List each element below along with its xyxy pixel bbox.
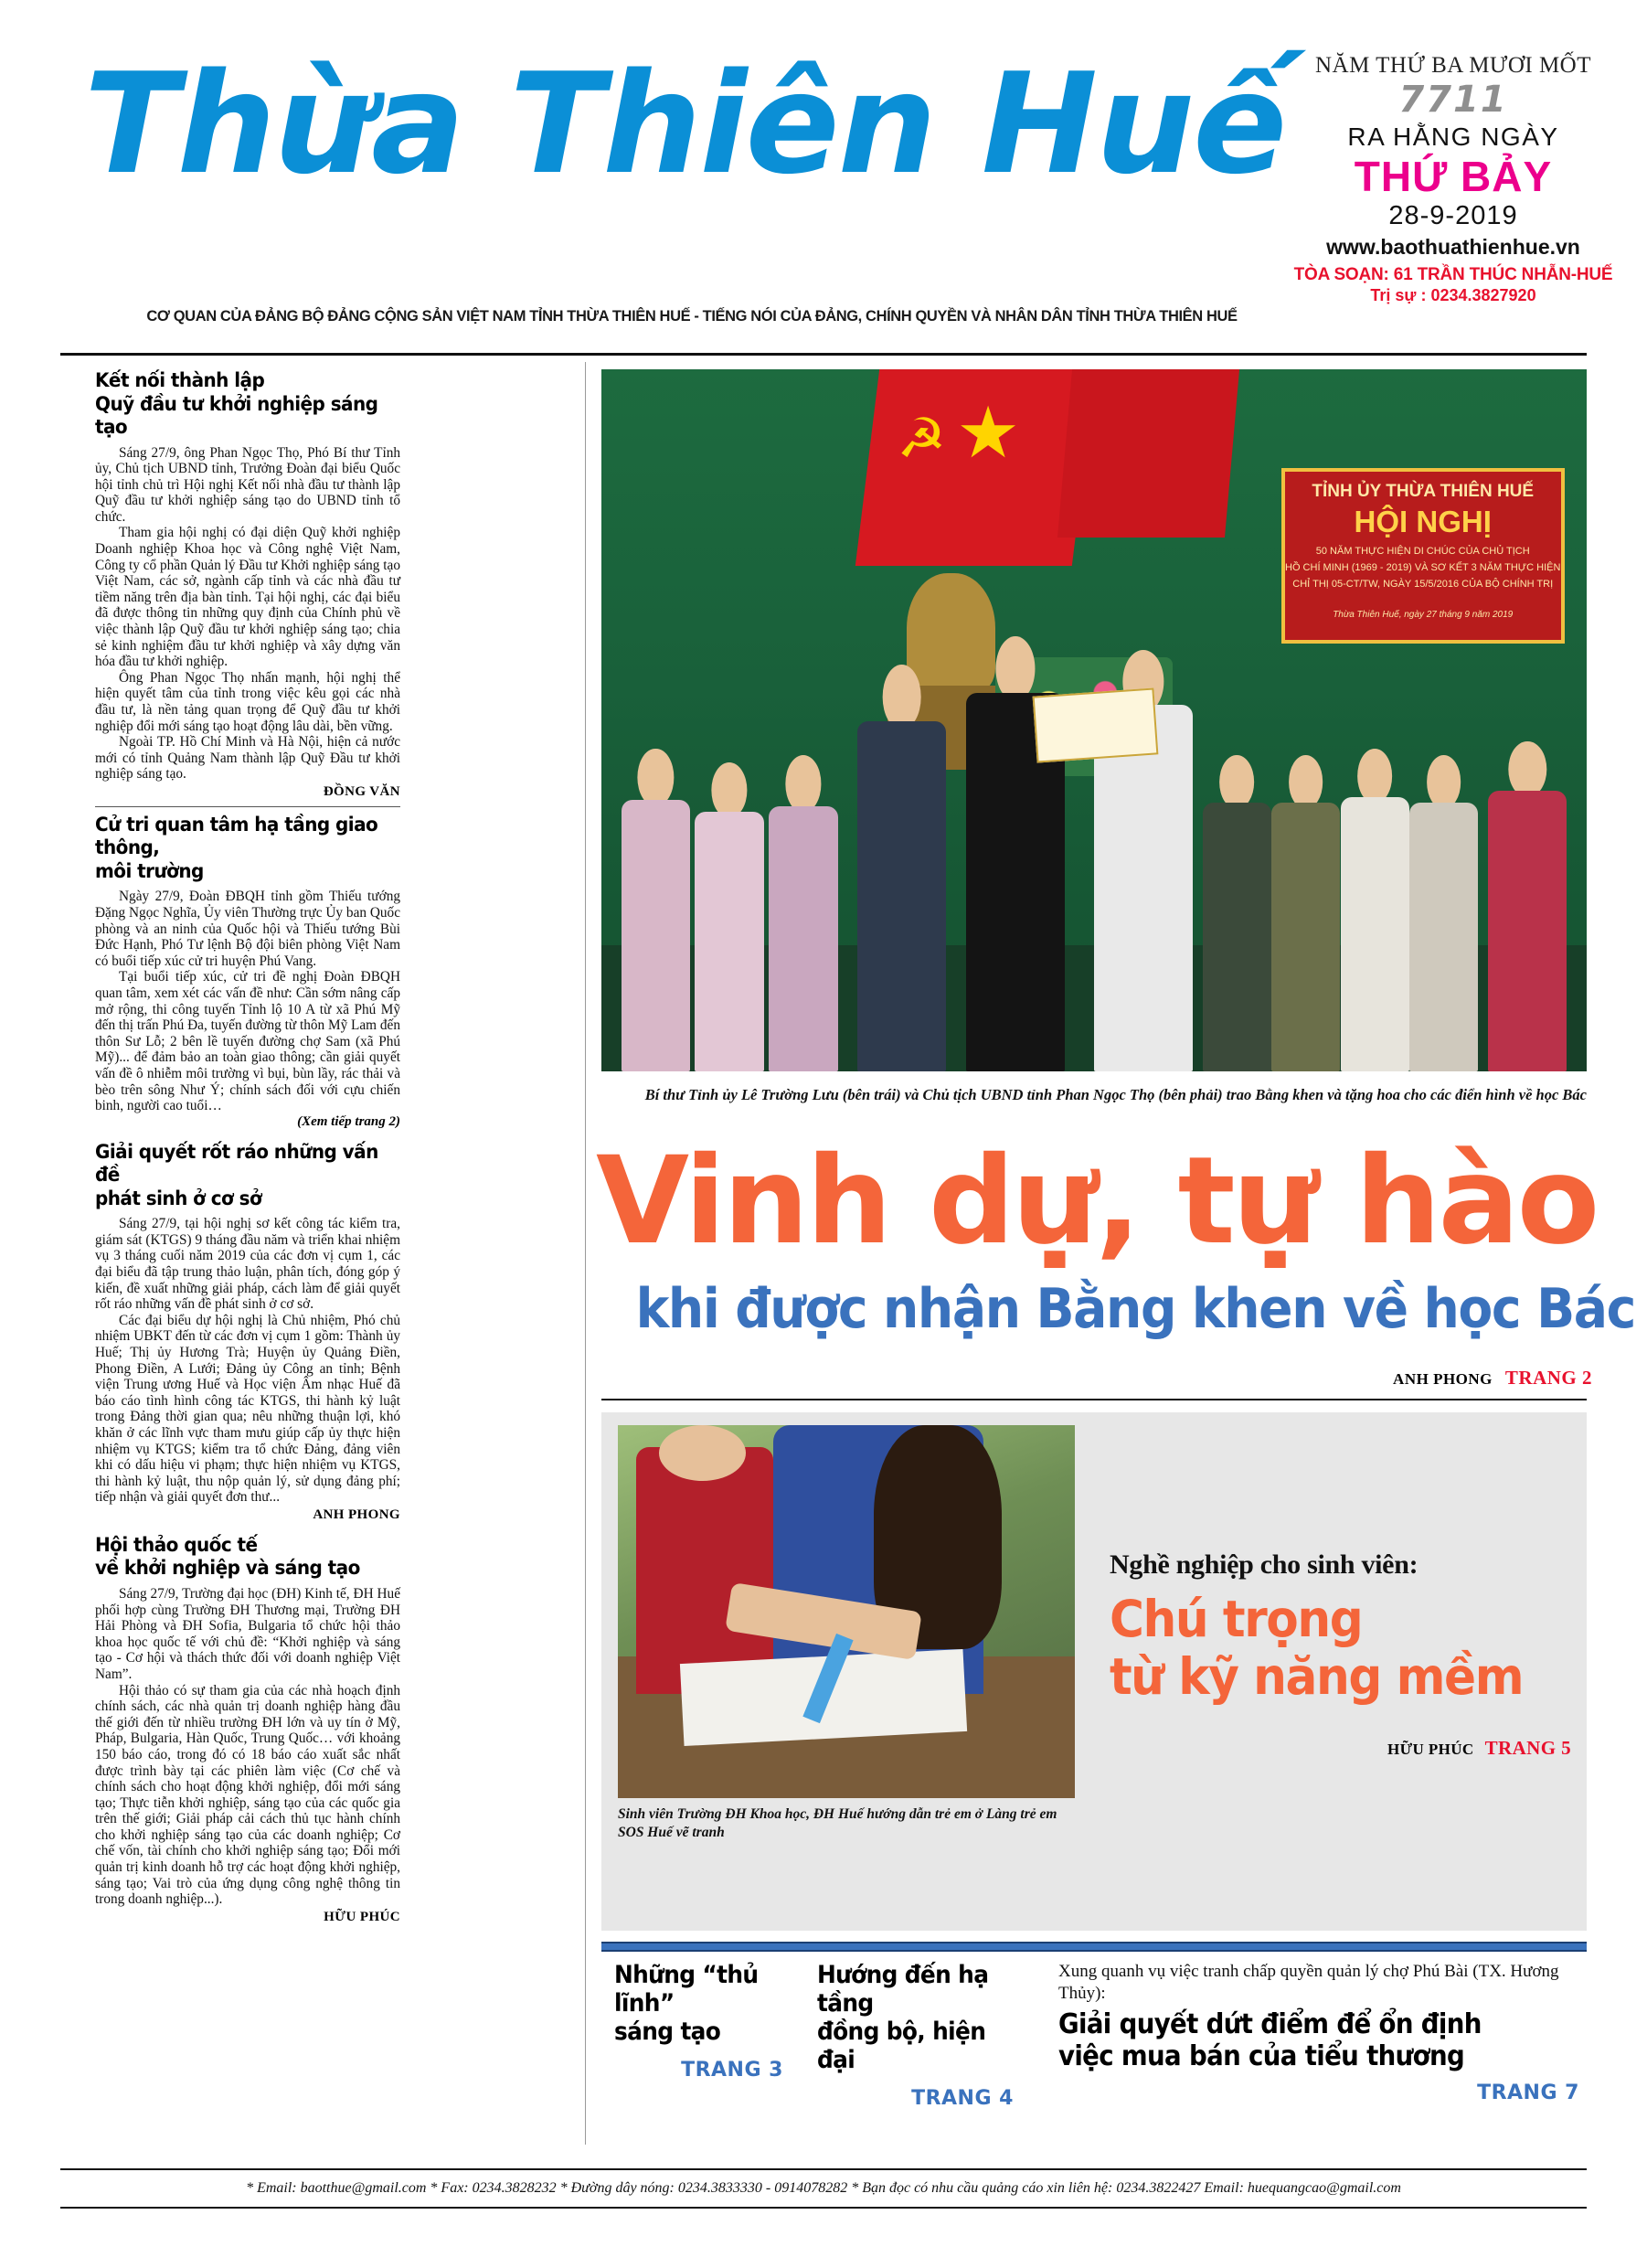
newspaper-title: Thừa Thiên Huế bbox=[84, 43, 1286, 205]
lead-page-ref[interactable]: TRANG 2 bbox=[1504, 1367, 1592, 1389]
article-4-byline: HỮU PHÚC bbox=[324, 1909, 400, 1924]
publication-year-line: NĂM THỨ BA MƯƠI MỐT bbox=[1314, 53, 1592, 78]
article-1-paragraph: Tham gia hội nghị có đại diện Quỹ khởi nghiệp Doanh nghiệp Khoa học và Công nghệ Việt Nam, Công ty cổ phần Quản lý Đầu tư Khởi nghiệp sáng tạo Việt Nam, các sở, ngành cấp tỉnh và các nhà đầu tư tiềm năng trên địa bàn tỉnh. Tại hội nghị, các đại biểu đã được thông tin những quy định của Chính phủ về việc thành lập Quỹ đầu tư khởi nghiệp sáng tạo; chia sẻ kinh nghiệm đầu tư khởi nghiệp và xây dựng văn hóa đầu tư khởi nghiệp. bbox=[95, 525, 400, 670]
headline-line: Cử tri quan tâm hạ tầng giao thông, bbox=[95, 813, 378, 860]
person-figure bbox=[695, 762, 763, 1071]
banner-line-1: TỈNH ỦY THỪA THIÊN HUẾ bbox=[1312, 481, 1535, 501]
issue-date: 28-9-2019 bbox=[1388, 201, 1518, 230]
banner-line-3: 50 NĂM THỰC HIỆN DI CHÚC CỦA CHỦ TỊCH bbox=[1315, 545, 1530, 557]
headline-line: phát sinh ở cơ sở bbox=[95, 1187, 262, 1210]
headline-line: từ kỹ năng mềm bbox=[1110, 1647, 1524, 1706]
second-feature-headline[interactable] bbox=[1110, 1591, 1544, 1706]
person-figure bbox=[1341, 749, 1409, 1071]
section-divider bbox=[601, 1399, 1587, 1400]
publication-frequency: RA HẰNG NGÀY bbox=[1347, 122, 1559, 151]
lead-subheadline: khi được nhận Bằng khen về học Bác bbox=[635, 1277, 1636, 1341]
website-url[interactable]: www.baothuathienhue.vn bbox=[1326, 235, 1580, 259]
person-figure bbox=[1271, 755, 1340, 1071]
headline-line: Những “thủ lĩnh” bbox=[614, 1961, 759, 2018]
hammer-sickle-icon: ☭ bbox=[897, 409, 947, 470]
teaser-3-page-ref[interactable]: TRANG 7 bbox=[1477, 2082, 1579, 2104]
lead-photo-caption: Bí thư Tỉnh ủy Lê Trường Lưu (bên trái) và Chủ tịch UBND tỉnh Phan Ngọc Thọ (bên phải) trao Bằng khen và tặng hoa cho các điển hình về học Bác bbox=[644, 1086, 1587, 1103]
second-feature-byline: HỮU PHÚC bbox=[1387, 1741, 1474, 1758]
conference-banner bbox=[1281, 468, 1565, 644]
article-1-headline bbox=[95, 369, 379, 440]
article-1-paragraph: Sáng 27/9, ông Phan Ngọc Thọ, Phó Bí thư Tỉnh ủy, Chủ tịch UBND tỉnh, Trưởng Đoàn đại biểu Quốc hội tỉnh chủ trì Hội nghị Kết nối nhà đầu tư thành lập Quỹ đầu tư khởi nghiệp sáng tạo do UBND tỉnh tổ chức. bbox=[95, 444, 400, 525]
article-2-continuation[interactable]: (Xem tiếp trang 2) bbox=[297, 1113, 400, 1129]
teaser-3[interactable] bbox=[1058, 1961, 1579, 2104]
issue-number: 7711 bbox=[1398, 79, 1508, 121]
headline-line: Hội thảo quốc tế bbox=[95, 1533, 258, 1557]
headline-line: việc mua bán của tiểu thương bbox=[1058, 2040, 1465, 2072]
lead-headline[interactable]: Vinh dự, tự hào bbox=[596, 1131, 1598, 1272]
person-figure bbox=[769, 755, 837, 1071]
lead-byline: ANH PHONG bbox=[1393, 1370, 1493, 1388]
article-4 bbox=[95, 1534, 400, 1925]
footer-contact-line: * Email: baotthue@gmail.com * Fax: 0234.3828232 * Đường dây nóng: 0234.3833330 - 0914078282 * Bạn đọc có nhu cầu quảng cáo xin liên hệ: 0234.3822427 Email: huequangcao@gmail.com bbox=[246, 2180, 1401, 2196]
teaser-1-page-ref[interactable]: TRANG 3 bbox=[681, 2059, 783, 2082]
headline-line: Kết nối thành lập bbox=[95, 369, 265, 392]
article-1 bbox=[95, 369, 400, 807]
flag-icon bbox=[1057, 369, 1239, 538]
person-figure-official-left bbox=[857, 665, 946, 1071]
article-4-paragraph: Hội thảo có sự tham gia của các nhà hoạch định chính sách, các nhà quản trị doanh nghiệp hàng đầu thế giới đến từ nhiều trường ĐH lớn và uy tín ở Mỹ, Pháp, Bulgaria, Hàn Quốc, Trung Quốc… với khoảng 150 báo cáo, trong đó có 18 báo cáo xuất sắc nhất được trình bày tại các phiên làm việc (Cơ chế và chính sách cho hoạt động khởi nghiệp, đổi mới sáng tạo; Thực tiễn khởi nghiệp, sáng tạo của các quốc gia trên thế giới; Giải pháp cải cách thủ tục hành chính cho khởi nghiệp sáng tạo của các doanh nghiệp; Cơ chế vốn, tài chính cho khởi nghiệp sáng tạo; Đổi mới quản trị kinh doanh hỗ trợ các hoạt động khởi nghiệp, sáng tạo; Vai trò của ứng dụng công nghệ thông tin trong doanh nghiệp...). bbox=[95, 1682, 400, 1908]
headline-line: Giải quyết dứt điểm để ổn định bbox=[1058, 2008, 1482, 2040]
teaser-1[interactable] bbox=[614, 1961, 783, 2082]
masthead bbox=[0, 0, 1647, 343]
footer-divider-top bbox=[60, 2168, 1587, 2170]
article-3-headline bbox=[95, 1141, 379, 1211]
banner-line-5: CHỈ THỊ 05-CT/TW, NGÀY 15/5/2016 CỦA BỘ CHÍNH TRỊ bbox=[1292, 579, 1554, 591]
second-feature-caption: Sinh viên Trường ĐH Khoa học, ĐH Huế hướng dẫn trẻ em ở Làng trẻ em SOS Huế vẽ tranh bbox=[618, 1806, 1057, 1840]
article-3-paragraph: Sáng 27/9, tại hội nghị sơ kết công tác kiểm tra, giám sát (KTGS) 9 tháng đầu năm và triển khai nhiệm vụ 3 tháng cuối năm 2019 của các đơn vị cụm 1, các đại biểu đã tập trung thảo luận, phân tích, đóng góp ý kiến, đề xuất những giải pháp, cách làm để giải quyết rốt ráo những vấn đề phát sinh ở cơ sở. bbox=[95, 1216, 400, 1313]
article-1-byline: ĐỒNG VĂN bbox=[323, 783, 400, 799]
teaser-3-headline bbox=[1058, 2008, 1537, 2072]
second-feature-photo bbox=[618, 1425, 1075, 1798]
article-1-paragraph: Ngoài TP. Hồ Chí Minh và Hà Nội, hiện cả nước mới có tỉnh Quảng Nam thành lập Quỹ Đầu tư khởi nghiệp sáng tạo. bbox=[95, 734, 400, 783]
blue-divider bbox=[601, 1942, 1587, 1952]
second-feature-page-ref[interactable]: TRANG 5 bbox=[1484, 1737, 1571, 1759]
headline-line: đồng bộ, hiện đại bbox=[817, 2018, 986, 2074]
lead-story-photo bbox=[601, 369, 1587, 1071]
article-3-byline: ANH PHONG bbox=[313, 1507, 400, 1522]
masthead-divider bbox=[60, 353, 1587, 356]
certificate-icon bbox=[1033, 688, 1159, 763]
article-4-paragraph: Sáng 27/9, Trường đại học (ĐH) Kinh tế, ĐH Huế phối hợp cùng Trường ĐH Thương mại, Trường ĐH Hải Phòng và ĐH Sofia, Bulgaria tổ chức hội thảo khoa học quốc tế với chủ đề: “Khởi nghiệp và sáng tạo - Cơ hội và thách thức đối với doanh nghiệp Việt Nam”. bbox=[95, 1585, 400, 1682]
child-head bbox=[659, 1425, 746, 1481]
headline-line: môi trường bbox=[95, 859, 204, 883]
lead-credit-line bbox=[596, 1367, 1592, 1390]
headline-line: Hướng đến hạ tầng bbox=[817, 1961, 989, 2018]
teaser-3-kicker: Xung quanh vụ việc tranh chấp quyền quản lý chợ Phú Bài (TX. Hương Thủy): bbox=[1058, 1962, 1559, 2003]
second-feature-kicker: Nghề nghiệp cho sinh viên: bbox=[1110, 1549, 1419, 1580]
article-2-paragraph: Tại buổi tiếp xúc, cử tri đề nghị Đoàn ĐBQH quan tâm, xem xét các vấn đề như: Cần sớm nâng cấp mở rộng, thi công tuyến Tỉnh lộ 10 A từ xã Phú Mỹ đến thị trấn Phú Đa, tuyến đường từ thôn Mỹ Lam đến thôn Sư Lỗ; 2 bên lề tuyến đường chợ Sam (xã Phú Mỹ)... để đảm bảo an toàn giao thông; cần giải quyết vấn đề ô nhiễm môi trường vì bụi, bùn lầy, rác thải và bèo trên sông Như Ý; chính sách đối với cựu chiến binh, người cao tuổi… bbox=[95, 969, 400, 1114]
article-2-headline bbox=[95, 814, 379, 884]
person-figure bbox=[1488, 741, 1567, 1071]
article-2-paragraph: Ngày 27/9, Đoàn ĐBQH tỉnh gồm Thiếu tướng Đặng Ngọc Nghĩa, Ủy viên Thường trực Ủy ban Quốc phòng và an ninh của Quốc hội và Thiếu tướng Bùi Đức Hạnh, Phó Tư lệnh Bộ đội biên phòng Việt Nam có buổi tiếp xúc cử tri huyện Phú Vang. bbox=[95, 889, 400, 969]
masthead-tagline: CƠ QUAN CỦA ĐẢNG BỘ ĐẢNG CỘNG SẢN VIỆT NAM TỈNH THỪA THIÊN HUẾ - TIẾNG NÓI CỦA ĐẢNG, CHÍNH QUYỀN VÀ NHÂN DÂN TỈNH THỪA THIÊN HUẾ bbox=[146, 308, 1238, 325]
left-news-column bbox=[95, 369, 400, 1925]
headline-line: Quỹ đầu tư khởi nghiệp sáng tạo bbox=[95, 392, 378, 439]
teaser-row bbox=[601, 1961, 1587, 2136]
teaser-2-page-ref[interactable]: TRANG 4 bbox=[911, 2087, 1014, 2110]
headline-line: Chú trọng bbox=[1110, 1590, 1363, 1648]
person-figure bbox=[1203, 755, 1271, 1071]
headline-line: về khởi nghiệp và sáng tạo bbox=[95, 1557, 360, 1581]
headline-line: sáng tạo bbox=[614, 2018, 721, 2046]
office-phone: Trị sự : 0234.3827920 bbox=[1370, 286, 1536, 304]
masthead-info-block bbox=[1270, 53, 1636, 305]
headline-line: Giải quyết rốt ráo những vấn đề bbox=[95, 1140, 378, 1187]
second-feature bbox=[601, 1412, 1587, 1931]
article-3-paragraph: Các đại biểu dự hội nghị là Chủ nhiệm, Phó chủ nhiệm UBKT đến từ các đơn vị cụm 1 gồm: Thành ủy Huế; Thị ủy Hương Trà; Huyện ủy Quảng Điền, Phong Điền, A Lưới; Đảng ủy Công an tỉnh; Bệnh viện Trung ương Huế và Học viện Âm nhạc Huế đã báo cáo tình hình công tác KTGS, thi hành kỷ luật trong Đảng thời gian qua; nêu những thuận lợi, khó khăn ở các lĩnh vực tham mưu giúp cấp ủy thực hiện nhiệm vụ KTGS; kiểm tra tổ chức Đảng, đảng viên khi có dấu hiệu vi phạm; thực hiện nhiệm vụ KTGS, thi hành kỷ luật, thu nộp quản lý, sử dụng đảng phí; tiếp nhận và giải quyết đơn thư... bbox=[95, 1312, 400, 1506]
column-divider bbox=[585, 362, 586, 2145]
second-feature-credit bbox=[1110, 1737, 1571, 1760]
teaser-1-headline bbox=[614, 1961, 770, 2046]
footer-divider-bottom bbox=[60, 2207, 1587, 2209]
banner-line-4: HỒ CHÍ MINH (1969 - 2019) VÀ SƠ KẾT 3 NĂM THỰC HIỆN bbox=[1285, 562, 1561, 574]
banner-line-6: Thừa Thiên Huế, ngày 27 tháng 9 năm 2019 bbox=[1333, 609, 1514, 620]
star-icon: ★ bbox=[956, 392, 1021, 473]
article-4-headline bbox=[95, 1534, 379, 1581]
person-figure bbox=[1409, 755, 1478, 1071]
weekday-label: THỨ BẢY bbox=[1354, 153, 1553, 200]
article-1-paragraph: Ông Phan Ngọc Thọ nhấn mạnh, hội nghị thể hiện quyết tâm của tỉnh trong việc kêu gọi các nhà đầu tư, là nền tảng quan trọng để Quỹ đầu tư khởi nghiệp đổi mới sáng tạo hoạt động lâu dài, bền vững. bbox=[95, 669, 400, 734]
office-address: TÒA SOẠN: 61 TRẦN THÚC NHẪN-HUẾ bbox=[1293, 265, 1613, 284]
article-3 bbox=[95, 1141, 400, 1523]
person-figure bbox=[622, 749, 690, 1071]
article-divider bbox=[95, 806, 400, 807]
child-figure bbox=[636, 1447, 773, 1693]
article-2 bbox=[95, 814, 400, 1130]
banner-line-2: HỘI NGHỊ bbox=[1354, 505, 1492, 539]
teaser-2-headline bbox=[817, 1961, 998, 2074]
teaser-2[interactable] bbox=[817, 1961, 1014, 2110]
